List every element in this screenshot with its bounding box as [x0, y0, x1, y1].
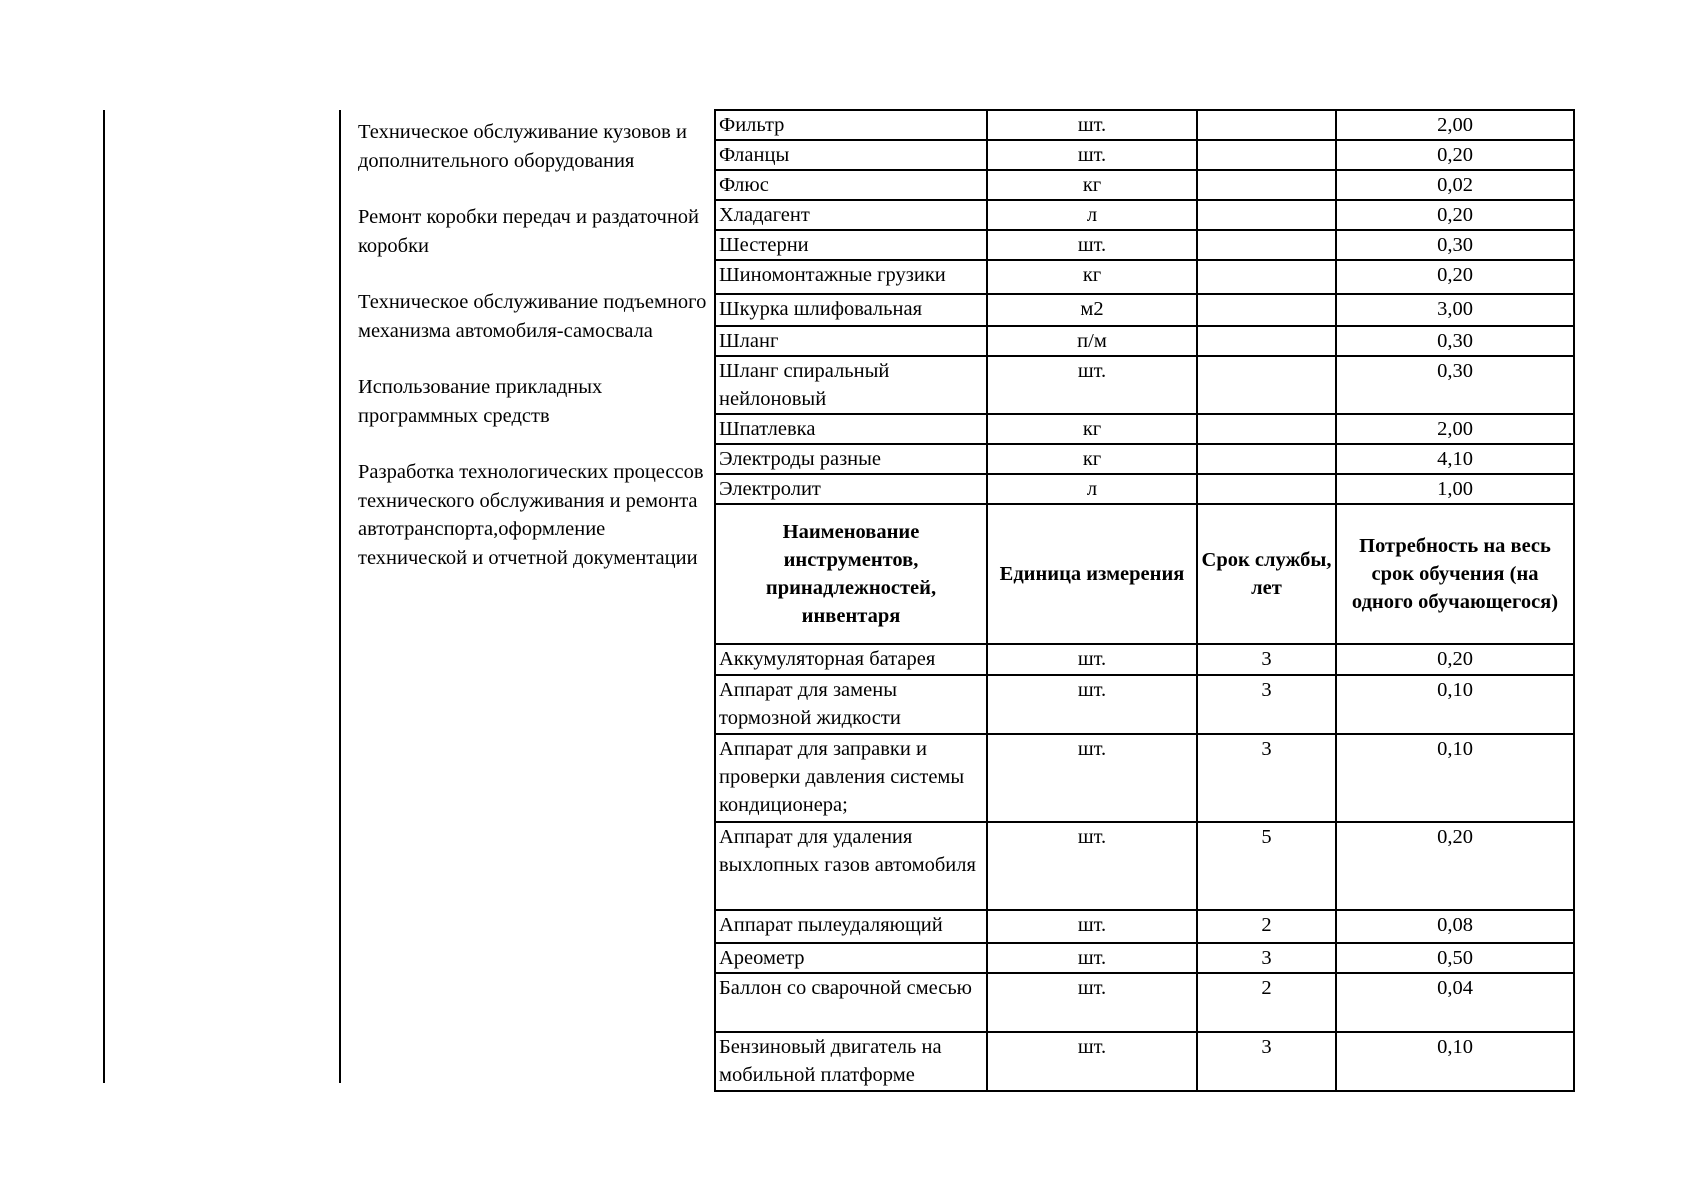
cell-name: Аппарат для удаления выхлопных газов автомобиля: [715, 822, 987, 910]
cell-unit: шт.: [987, 1032, 1197, 1091]
table-row: [715, 260, 1574, 294]
table-row: [715, 294, 1574, 326]
module-item: Техническое обслуживание кузовов и дополнительного оборудования: [358, 121, 687, 172]
cell-name: Хладагент: [715, 200, 987, 230]
cell-qty: 0,20: [1336, 260, 1574, 294]
cell-name: Аппарат для заправки и проверки давления системы кондиционера;: [715, 734, 987, 822]
table-row: [715, 200, 1574, 230]
cell-name: Баллон со сварочной смесью: [715, 973, 987, 1032]
cell-qty: 0,10: [1336, 734, 1574, 822]
cell-unit: шт.: [987, 910, 1197, 943]
table-row: [715, 110, 1574, 140]
cell-name: Шланг: [715, 326, 987, 356]
modules-column: [358, 118, 708, 600]
equipment-table: [714, 109, 1575, 1092]
cell-qty: 4,10: [1336, 444, 1574, 474]
cell-name: Аппарат пылеудаляющий: [715, 910, 987, 943]
table-row: [715, 943, 1574, 973]
table-row: [715, 356, 1574, 414]
cell-unit: шт.: [987, 140, 1197, 170]
cell-qty: 0,10: [1336, 1032, 1574, 1091]
cell-qty: 0,20: [1336, 140, 1574, 170]
cell-unit: кг: [987, 444, 1197, 474]
table-row: [715, 675, 1574, 734]
cell-life: [1197, 170, 1336, 200]
cell-life: 3: [1197, 943, 1336, 973]
table-row: [715, 822, 1574, 910]
cell-life: [1197, 140, 1336, 170]
cell-name: Шкурка шлифовальная: [715, 294, 987, 326]
table-row: [715, 140, 1574, 170]
left-border-line: [103, 110, 105, 1083]
cell-unit: шт.: [987, 973, 1197, 1032]
cell-qty: 1,00: [1336, 474, 1574, 504]
cell-qty: 2,00: [1336, 110, 1574, 140]
cell-unit: шт.: [987, 675, 1197, 734]
header-qty: Потребность на весь срок обучения (на одного обучающегося): [1336, 504, 1574, 644]
cell-life: 3: [1197, 1032, 1336, 1091]
column-divider-line: [339, 110, 341, 1083]
cell-life: [1197, 110, 1336, 140]
cell-name: Шестерни: [715, 230, 987, 260]
cell-qty: 2,00: [1336, 414, 1574, 444]
cell-qty: 0,20: [1336, 644, 1574, 675]
cell-qty: 3,00: [1336, 294, 1574, 326]
module-item: Ремонт коробки передач и раздаточной коробки: [358, 206, 700, 257]
cell-life: [1197, 230, 1336, 260]
cell-qty: 0,10: [1336, 675, 1574, 734]
cell-name: Электроды разные: [715, 444, 987, 474]
table-row: [715, 326, 1574, 356]
cell-life: [1197, 260, 1336, 294]
module-item: Разработка технологических процессов технического обслуживания и ремонта автотранспорта,оформление технической и отчетной документации: [358, 461, 704, 569]
cell-name: Фланцы: [715, 140, 987, 170]
table-row: [715, 170, 1574, 200]
table-row: [715, 230, 1574, 260]
cell-unit: кг: [987, 170, 1197, 200]
cell-life: 2: [1197, 973, 1336, 1032]
tools-body: [715, 644, 1574, 1091]
cell-unit: шт.: [987, 110, 1197, 140]
cell-qty: 0,20: [1336, 822, 1574, 910]
cell-qty: 0,30: [1336, 230, 1574, 260]
cell-qty: 0,30: [1336, 326, 1574, 356]
cell-unit: л: [987, 474, 1197, 504]
cell-unit: шт.: [987, 644, 1197, 675]
cell-unit: п/м: [987, 326, 1197, 356]
cell-name: Фильтр: [715, 110, 987, 140]
cell-unit: кг: [987, 260, 1197, 294]
cell-qty: 0,50: [1336, 943, 1574, 973]
table-row: [715, 474, 1574, 504]
cell-life: [1197, 294, 1336, 326]
cell-unit: шт.: [987, 943, 1197, 973]
table-row: [715, 973, 1574, 1032]
cell-unit: шт.: [987, 734, 1197, 822]
cell-life: 5: [1197, 822, 1336, 910]
cell-life: [1197, 326, 1336, 356]
cell-qty: 0,02: [1336, 170, 1574, 200]
header-life: Срок службы, лет: [1197, 504, 1336, 644]
cell-unit: шт.: [987, 356, 1197, 414]
cell-qty: 0,30: [1336, 356, 1574, 414]
table-row: [715, 734, 1574, 822]
cell-unit: шт.: [987, 822, 1197, 910]
header-name: Наименование инструментов, принадлежностей, инвентаря: [715, 504, 987, 644]
cell-name: Шпатлевка: [715, 414, 987, 444]
cell-unit: м2: [987, 294, 1197, 326]
cell-life: 3: [1197, 644, 1336, 675]
cell-life: [1197, 414, 1336, 444]
table-row: [715, 444, 1574, 474]
cell-name: Шланг спиральный нейлоновый: [715, 356, 987, 414]
cell-qty: 0,04: [1336, 973, 1574, 1032]
cell-name: Аппарат для замены тормозной жидкости: [715, 675, 987, 734]
cell-name: Аккумуляторная батарея: [715, 644, 987, 675]
cell-name: Ареометр: [715, 943, 987, 973]
cell-life: 3: [1197, 734, 1336, 822]
cell-life: [1197, 474, 1336, 504]
tools-header-row: [715, 504, 1574, 644]
cell-life: [1197, 356, 1336, 414]
cell-unit: шт.: [987, 230, 1197, 260]
cell-name: Шиномонтажные грузики: [715, 260, 987, 294]
table-row: [715, 910, 1574, 943]
module-item: Техническое обслуживание подъемного механизма автомобиля-самосвала: [358, 291, 707, 342]
cell-qty: 0,08: [1336, 910, 1574, 943]
materials-body: [715, 110, 1574, 504]
cell-name: Бензиновый двигатель на мобильной платформе: [715, 1032, 987, 1091]
cell-life: [1197, 444, 1336, 474]
cell-unit: кг: [987, 414, 1197, 444]
module-item: Использование прикладных программных средств: [358, 376, 603, 427]
header-unit: Единица измерения: [987, 504, 1197, 644]
cell-name: Электролит: [715, 474, 987, 504]
cell-unit: л: [987, 200, 1197, 230]
cell-name: Флюс: [715, 170, 987, 200]
table-row: [715, 644, 1574, 675]
tools-header-body: [715, 504, 1574, 644]
cell-life: [1197, 200, 1336, 230]
table-row: [715, 1032, 1574, 1091]
cell-qty: 0,20: [1336, 200, 1574, 230]
cell-life: 2: [1197, 910, 1336, 943]
cell-life: 3: [1197, 675, 1336, 734]
table-row: [715, 414, 1574, 444]
